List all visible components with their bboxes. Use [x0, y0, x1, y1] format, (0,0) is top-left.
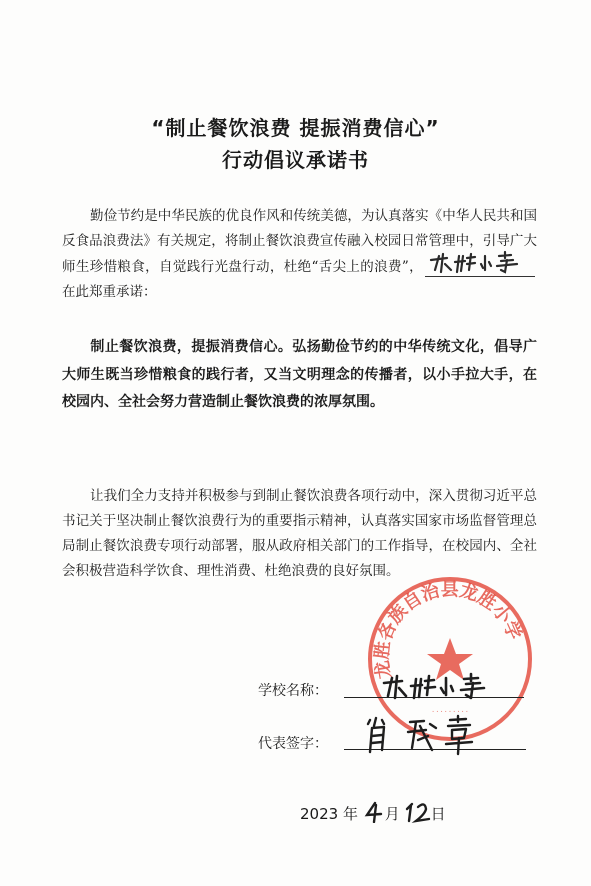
inline-school-signature: [425, 254, 535, 277]
representative-label: 代表签字：: [258, 736, 328, 752]
date-month-handwritten: [363, 801, 385, 823]
paragraph-1-text: 勤俭节约是中华民族的优良作风和传统美德，为认真落实《中华人民共和国反食品浪费法》有关规定，将制止餐饮浪费宣传融入校园日常管理中，引导广大师生珍惜粮食，自觉践行光盘行动，杜绝“舌尖上的浪费”，: [62, 208, 537, 275]
signing-date: [300, 801, 446, 824]
school-name-label: 学校名称：: [258, 683, 328, 699]
seal-text: 龙胜各族自治县龙胜小学: [371, 579, 526, 681]
title-line-1: “制止餐饮浪费 提振消费信心”: [151, 116, 440, 140]
school-name-handwriting: [378, 672, 503, 702]
paragraph-1-ending: 在此郑重承诺：: [62, 284, 157, 300]
date-day-handwritten: [405, 801, 431, 823]
date-month-unit: 月: [384, 805, 400, 823]
date-year: 2023: [300, 805, 339, 823]
representative-signature: [362, 712, 492, 756]
svg-text:·········: ·········: [431, 708, 469, 716]
paragraph-1: [62, 204, 537, 305]
date-year-unit: 年: [342, 805, 358, 823]
paragraph-3-text: 让我们全力支持并积极参与到制止餐饮浪费各项行动中，深入贯彻习近平总书记关于坚决制止餐饮浪费行为的重要指示精神，认真落实国家市场监督管理总局制止餐饮浪费专项行动部署，服从政府相关部门的工作指导，在校园内、全社会积极营造科学饮食、理性消费、杜绝浪费的良好氛围。: [62, 488, 537, 579]
date-day-unit: 日: [430, 805, 446, 823]
paragraph-2: [62, 334, 537, 417]
title-line-2: 行动倡议承诺书: [222, 148, 369, 172]
paragraph-2-text: 制止餐饮浪费，提振消费信心。弘扬勤俭节约的中华传统文化，倡导广大师生既当珍惜粮食的践行者，又当文明理念的传播者，以小手拉大手，在校园内、全社会努力营造制止餐饮浪费的浓厚氛围。: [62, 339, 537, 410]
paragraph-3: [62, 484, 537, 584]
